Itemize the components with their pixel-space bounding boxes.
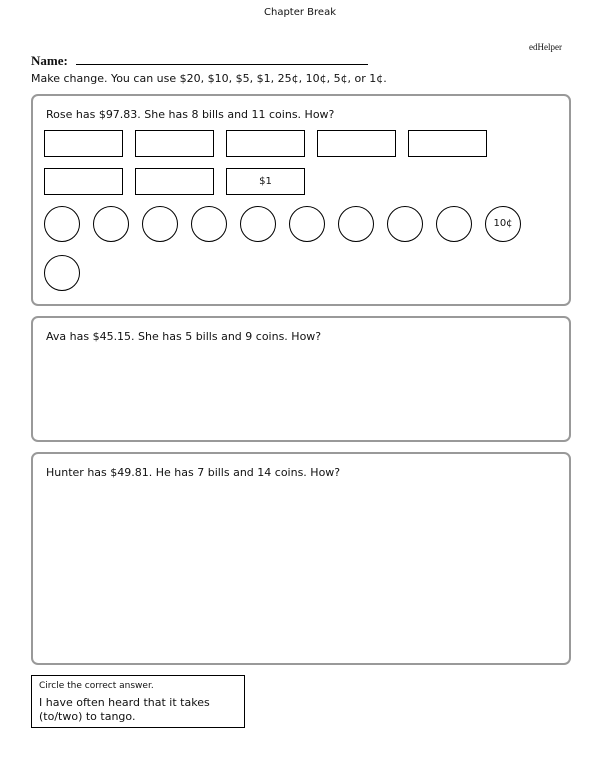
- coin-slot[interactable]: [338, 206, 374, 242]
- bill-slot[interactable]: [44, 168, 123, 195]
- coin-slot[interactable]: [436, 206, 472, 242]
- bill-slot[interactable]: [135, 130, 214, 157]
- bill-slot[interactable]: [408, 130, 487, 157]
- problem-box-1: [31, 94, 571, 306]
- coin-slot[interactable]: [387, 206, 423, 242]
- coin-slot[interactable]: [289, 206, 325, 242]
- quiz-sentence[interactable]: I have often heard that it takes (to/two) to tango.: [39, 696, 210, 723]
- problem-box-3: [31, 452, 571, 665]
- bill-slot[interactable]: [135, 168, 214, 195]
- brand-label: edHelper: [529, 42, 562, 52]
- quiz-box: [31, 675, 245, 728]
- name-label: Name:: [31, 53, 68, 68]
- problem-question: Hunter has $49.81. He has 7 bills and 14 coins. How?: [46, 466, 341, 479]
- problem-box-2: [31, 316, 571, 442]
- problem-question: Ava has $45.15. She has 5 bills and 9 coins. How?: [46, 330, 322, 343]
- problem-question: Rose has $97.83. She has 8 bills and 11 coins. How?: [46, 108, 335, 121]
- coin-slot[interactable]: [44, 255, 80, 291]
- bill-slot[interactable]: [226, 130, 305, 157]
- coin-slot[interactable]: [142, 206, 178, 242]
- bill-slot[interactable]: [44, 130, 123, 157]
- instructions: Make change. You can use $20, $10, $5, $1, 25¢, 10¢, 5¢, or 1¢.: [31, 72, 387, 85]
- coin-slot[interactable]: [191, 206, 227, 242]
- name-input-line[interactable]: [76, 64, 368, 65]
- bill-slot[interactable]: $1: [226, 168, 305, 195]
- bill-slot[interactable]: [317, 130, 396, 157]
- quiz-prompt: Circle the correct answer.: [39, 681, 154, 691]
- page-title: Chapter Break: [264, 7, 336, 18]
- coin-slot[interactable]: 10¢: [485, 206, 521, 242]
- coin-slot[interactable]: [44, 206, 80, 242]
- coin-slot[interactable]: [240, 206, 276, 242]
- coin-slot[interactable]: [93, 206, 129, 242]
